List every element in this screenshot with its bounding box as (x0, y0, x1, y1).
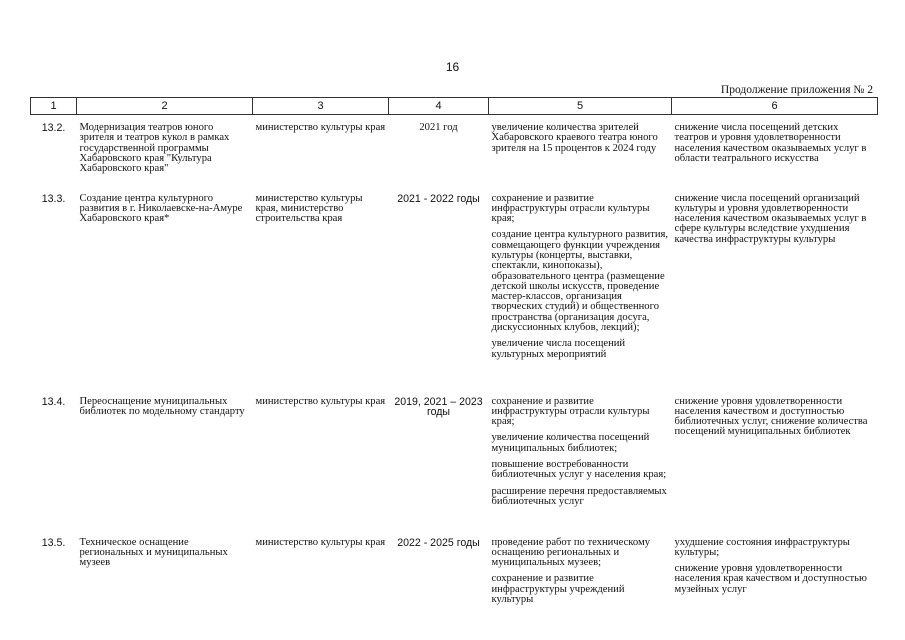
consequences (672, 115, 878, 187)
result-item: расширение перечня предоставляемых библиотечных услуг (491, 485, 667, 507)
period: 2022 - 2025 годы (397, 536, 480, 549)
header-cell: 5 (489, 98, 672, 115)
responsible-org: министерство культуры края (255, 536, 386, 548)
period: 2021 - 2022 годы (397, 192, 480, 205)
consequences (672, 390, 878, 532)
header-row (31, 98, 878, 115)
header-cell: 1 (31, 98, 77, 115)
header-cell: 2 (77, 98, 253, 115)
header-cell: 4 (389, 98, 489, 115)
measure-name: Создание центра культурного развития в г. Николаевске-на-Амуре Хабаровского края* (79, 192, 243, 225)
consequence-item: снижение уровня удовлетворенности населения края качеством и доступностью музейных услуг (674, 563, 867, 595)
responsible-org: министерство культуры края, министерство строительства края (255, 192, 363, 225)
result-item: увеличение числа посещений культурных мероприятий (491, 338, 626, 360)
measures-table (30, 97, 878, 605)
expected-results (489, 390, 672, 532)
row-number: 13.3. (41, 192, 66, 205)
header-cell: 6 (672, 98, 878, 115)
result-item: сохранение и развитие инфраструктуры отрасли культуры края; (491, 395, 650, 428)
row-number: 13.5. (41, 536, 66, 549)
table-row (31, 390, 878, 532)
table-row (31, 187, 878, 390)
period: 2021 год (419, 122, 458, 133)
table-row (31, 115, 878, 187)
expected-results (489, 115, 672, 187)
continuation-label: Продолжение приложения № 2 (720, 84, 873, 96)
result-item: создание центра культурного развития, совмещающего функции учреждения культуры (концерты, выставки, спектакли, кинопоказы), образовательного центра (размещение детской школы искусств, проведение мастер-классов, организация творческих студий) и общественного пространства (организация досуга, дискуссионных клубов, лекций); (491, 229, 669, 334)
consequence-item: снижение числа посещений организаций культуры и уровня удовлетворенности населения качеством оказываемых услуг в сфере культуры вследствие ухудшения качества инфраструктуры культуры (674, 192, 867, 245)
period: 2019, 2021 – 2023 годы (394, 395, 483, 418)
consequence-item: снижение уровня удовлетворенности населения качеством и доступностью библиотечных услуг, снижение количества посещений муниципальных библиотек (674, 395, 868, 438)
consequences (672, 532, 878, 606)
expected-results (489, 187, 672, 390)
table-row (31, 532, 878, 606)
measure-name: Переоснащение муниципальных библиотек по модельному стандарту (79, 395, 245, 417)
row-number: 13.2. (41, 122, 66, 134)
consequence-item: ухудшение состояния инфраструктуры культуры; (674, 536, 850, 558)
row-number: 13.4. (41, 395, 66, 408)
measure-name: Модернизация театров юного зрителя и театров кукол в рамках государственной программы Хабаровского края "Культура Хабаровского края" (79, 122, 230, 175)
page-number: 16 (445, 60, 460, 74)
responsible-org: министерство культуры края (255, 122, 386, 133)
responsible-org: министерство культуры края (255, 395, 386, 407)
result-item: повышение востребованности библиотечных услуг у населения края; (491, 458, 667, 481)
result-item: увеличение количества посещений муниципальных библиотек; (491, 432, 650, 454)
result-item: сохранение и развитие инфраструктуры отрасли культуры края; (491, 192, 650, 225)
result-item: увеличение количества зрителей Хабаровского краевого театра юного зрителя на 15 процентов к 2024 году (491, 122, 658, 154)
header-cell: 3 (253, 98, 389, 115)
consequence-item: снижение числа посещений детских театров и уровня удовлетворенности населения качеством оказываемых услуг в области театрального искусства (674, 122, 867, 164)
result-item: проведение работ по техническому оснащению региональных и муниципальных музеев; (491, 536, 651, 569)
result-item: сохранение и развитие инфраструктуры учреждений культуры (491, 573, 625, 605)
consequences (672, 187, 878, 390)
expected-results (489, 532, 672, 606)
measure-name: Техническое оснащение региональных и муниципальных музеев (79, 536, 228, 569)
